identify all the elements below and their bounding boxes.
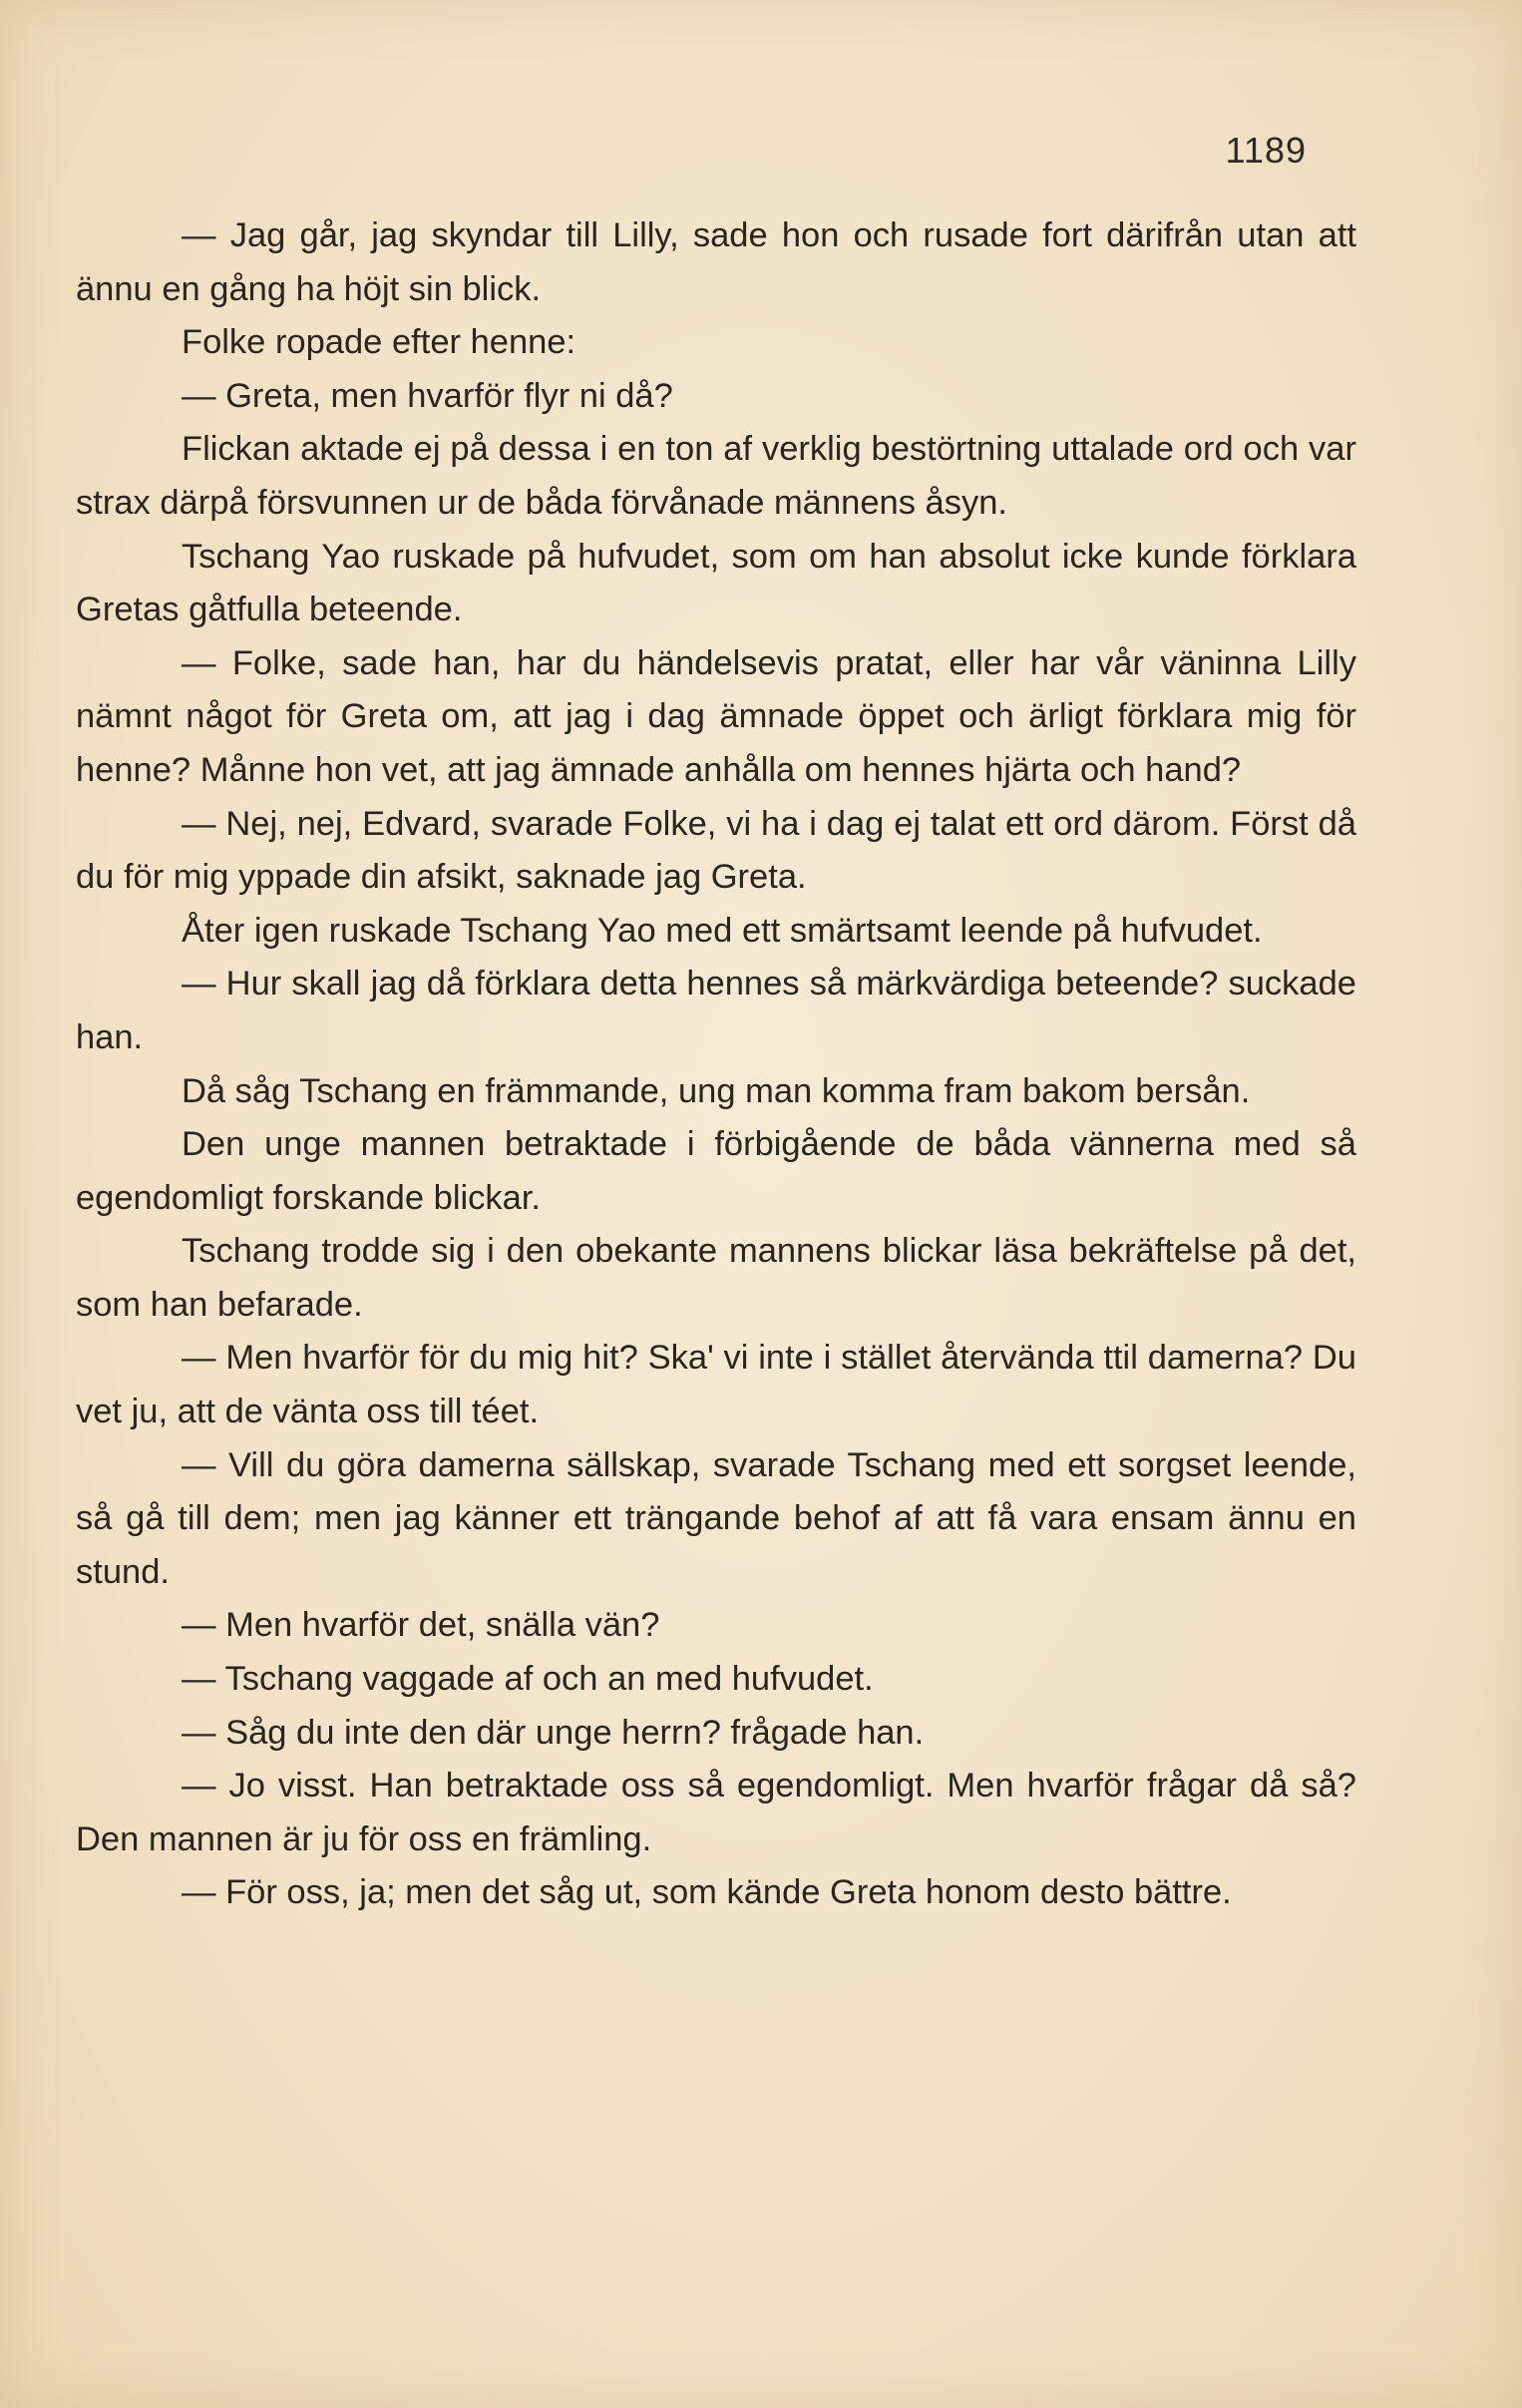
paragraph: — Jag går, jag skyndar till Lilly, sade hon och rusade fort därifrån utan att ännu en gång ha höjt sin blick. <box>76 216 1356 308</box>
paragraph: — Tschang vaggade af och an med hufvudet. <box>182 1660 874 1699</box>
paragraph: — Vill du göra damerna sällskap, svarade Tschang med ett sorgset leende, så gå till dem; men jag känner ett trängande behof af att få vara ensam ännu en stund. <box>76 1445 1356 1591</box>
paragraph: — Nej, nej, Edvard, svarade Folke, vi ha i dag ej talat ett ord därom. Först då du för mig yppade din afsikt, saknade jag Greta. <box>76 804 1356 897</box>
paragraph: — Jo visst. Han betraktade oss så egendomligt. Men hvarför frågar då så? Den mannen är ju för oss en främling. <box>76 1767 1356 1858</box>
paragraph: Folke ropade efter henne: <box>182 323 576 362</box>
paragraph: Tschang trodde sig i den obekante mannens blickar läsa bekräftelse på det, som han befarade. <box>76 1232 1356 1324</box>
paragraph: Flickan aktade ej på dessa i en ton af verklig bestörtning uttalade ord och var strax därpå försvunnen ur de båda förvånade männens åsyn. <box>76 430 1356 522</box>
paragraph: Då såg Tschang en främmande, ung man komma fram bakom bersån. <box>182 1071 1251 1110</box>
paragraph: — Såg du inte den där unge herrn? frågade han. <box>182 1713 925 1752</box>
paragraph: Den unge mannen betraktade i förbigående de båda vännerna med så egendomligt forskande blickar. <box>76 1125 1356 1217</box>
paragraph: — Men hvarför det, snälla vän? <box>182 1606 660 1645</box>
paragraph: Åter igen ruskade Tschang Yao med ett smärtsamt leende på hufvudet. <box>182 911 1263 950</box>
paragraph: — Hur skall jag då förklara detta hennes så märkvärdiga beteende? suckade han. <box>76 965 1356 1056</box>
paragraph: — För oss, ja; men det såg ut, som kände Greta honom desto bättre. <box>182 1873 1232 1912</box>
page-number: 1189 <box>1225 130 1307 171</box>
paragraph: — Greta, men hvarför flyr ni då? <box>182 376 673 415</box>
paragraph: Tschang Yao ruskade på hufvudet, som om han absolut icke kunde förklara Gretas gåtfulla beteende. <box>76 537 1356 629</box>
paragraph: — Folke, sade han, har du händelsevis pratat, eller har vår väninna Lilly nämnt något för Greta om, att jag i dag ämnade öppet och ärligt förklara mig för henne? Månne hon vet, att jag ämnade anhålla om hennes hjärta och hand? <box>76 643 1356 789</box>
body-text <box>76 209 1356 1920</box>
paragraph: — Men hvarför för du mig hit? Ska' vi inte i stället återvända ttil damerna? Du vet ju, att de vänta oss till téet. <box>76 1339 1356 1431</box>
